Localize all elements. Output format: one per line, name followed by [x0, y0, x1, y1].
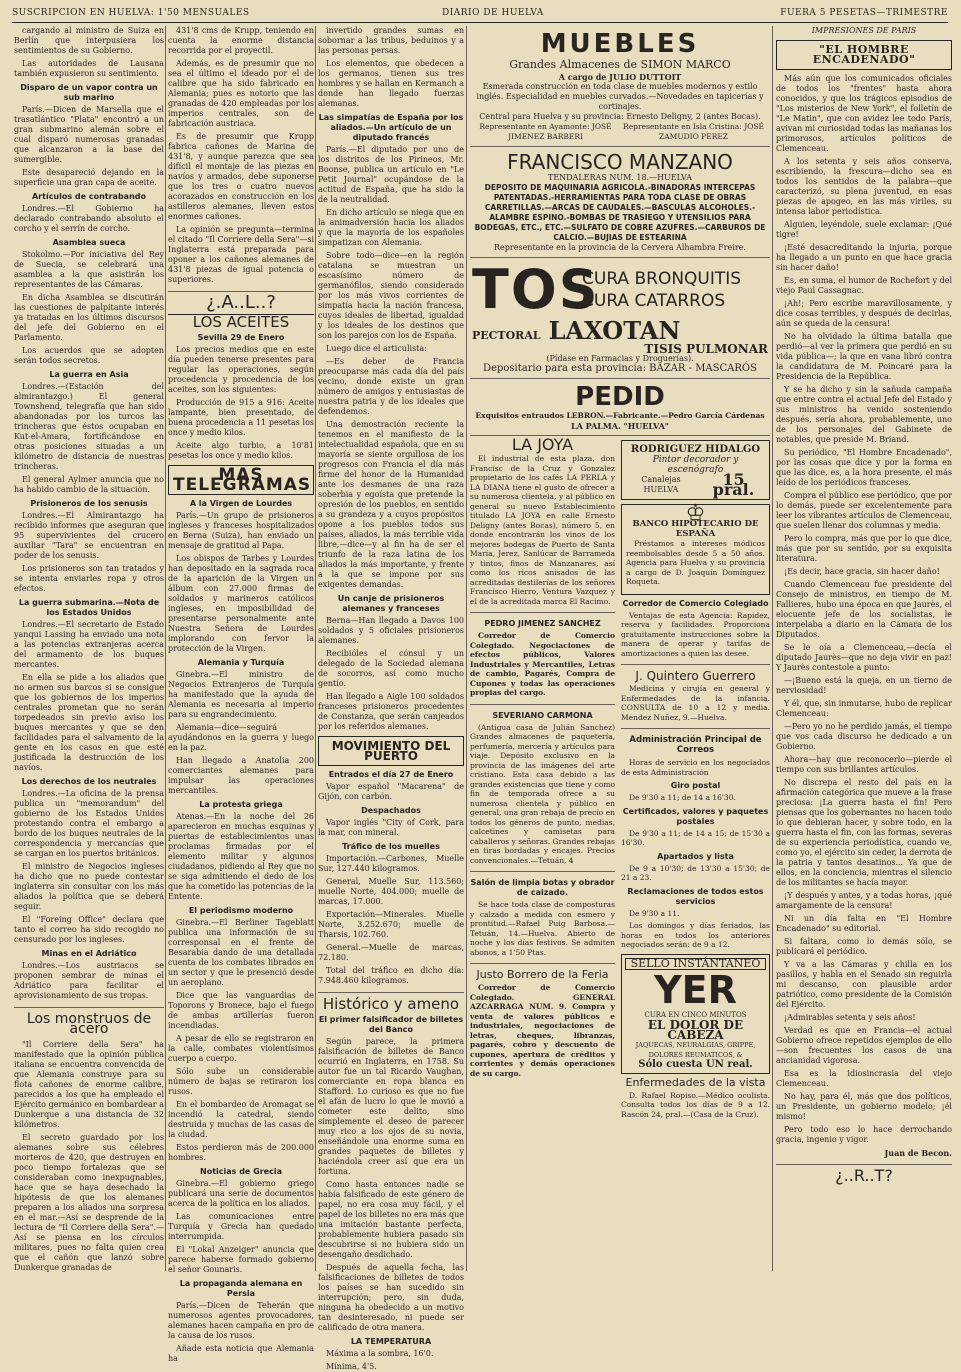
- article-paragraph: Ginebra.—El Berliner Tageblatt publica una información de su corresponsal en el frente de Besarabia dando de una detallada cuenta de los combates librados en un sector y que le presenció desde un aeroplano.: [168, 918, 314, 987]
- article-paragraph: Máxima a la sombra, 16'0.: [326, 1349, 434, 1358]
- article-paragraph: Londres.—El secretario de Estado yanqui Lassing ha enviado una nota a las potencias extranjeras acerca del armamento de los buques mercantes.: [14, 620, 164, 669]
- article-paragraph: En dicho artículo se niega que en la animadversión hacia los aliados y que la mayoría de los españoles simpatizan con Alemania.: [318, 208, 464, 247]
- article-paragraph: En el bombardeo de Aromagat se incendió la catedral, siendo destruida y muchas de las casas de la ciudad.: [168, 1100, 314, 1139]
- section-divider: [318, 992, 464, 993]
- ad-line: Sólo cuesta UN real.: [638, 1058, 753, 1070]
- article-paragraph: Según parece, la primera falsificación de billetes de Banco ocurrió en Inglaterra, en 1758. Su autor fue un tal Ricardo Vaughan, comerciante en ropa blanca en Stafford. Lo curioso es que no fue el afán de lucro lo que le movió a cometer este delito, sino simplemente el deseo de parecer muy rico a los ojos de su novia, enseñándole una enorme suma en grandes paquetes de billetes y haciéndola creer así que era un fortuna.: [318, 1037, 464, 1176]
- ad-line: Pintor decorador y escenógrafo: [652, 455, 739, 475]
- section-divider: [470, 612, 615, 613]
- article-paragraph: Producción de 915 a 916: Aceite lampante, bien presentado, de buena procedencia a 11 pesetas los once y medio kilos.: [168, 398, 314, 437]
- article-paragraph: Han llegado a Anatolia 200 comerciantes alemanes para impulsar las operaciones mercantiles.: [168, 756, 314, 795]
- ad-title: Justo Borrero de la Feria: [476, 968, 609, 981]
- news-heading: Noticias de Grecia: [200, 1167, 282, 1176]
- article-paragraph: En dicha Asamblea se discutirán las cuestiones de palpitante interés ya tratadas en los últimos discursos del jefe del Gobierno en el Parlamento.: [14, 293, 164, 342]
- ad-text: Los domingos y días feriados, las horas en todos los anteriores negociados serán: de 9 a 12.: [621, 921, 770, 949]
- masthead-bar: [12, 8, 948, 23]
- ad-title: FRANCISCO MANZANO: [507, 150, 733, 174]
- article-paragraph: Berna—Han llegado a Davos 100 soldados y 5 oficiales prisioneros alemanes.: [318, 616, 464, 645]
- ad-title: TOS: [472, 258, 600, 321]
- column-rule: [466, 26, 467, 1271]
- article-paragraph: ¡Ah!; Pero escribe maravillosamente, y dice cosas terribles, y después de decirlas, aún se queda de la censura!: [776, 299, 952, 328]
- article-paragraph: Vapor español "Macarena" de Gijón, con carbón.: [318, 782, 464, 801]
- section-divider: [14, 1007, 164, 1008]
- article-paragraph: Pero lo compra, más que por lo que dice, más que por su sentido, por su exquisita literatura.: [776, 534, 952, 563]
- news-heading: La protesta griega: [199, 800, 283, 809]
- ad-title: SELLO INSTÁNTANEO: [625, 958, 766, 970]
- column-rule: [772, 26, 773, 1271]
- ad-line: Depositario para esta provincia: BAZAR - MASCARÓS: [483, 363, 757, 374]
- column-2: [168, 26, 314, 1363]
- section-divider: [621, 664, 770, 665]
- masthead-price: FUERA 5 PESETAS—TRIMESTRE: [780, 8, 948, 18]
- ad-text: Horas de servicio en los negociados de esta Administración: [621, 758, 770, 777]
- article-paragraph: Londres.—El Gobierno ha declarado contrabando absoluto el corcho y el serrín de corcho.: [14, 204, 164, 233]
- ad-line: A cargo de JULIO DUTTOIT: [558, 72, 682, 82]
- ad-title: RODRIGUEZ HIDALGO: [630, 444, 761, 455]
- section-divider: [470, 871, 615, 872]
- section-title-telegramas: MAS TELEGRAMAS: [168, 465, 314, 495]
- article-paragraph: Aceite algo turbio, a 10'81 pesetas los once y medio kilos.: [168, 441, 314, 460]
- article-paragraph: General, Muelle Sur, 113.560; muelle Norte, 404.000; muelle de marcas, 17.000.: [318, 877, 464, 906]
- news-heading: Un canje de prisioneros alemanes y franceses: [337, 594, 445, 613]
- section-divider: [776, 1164, 952, 1165]
- article-paragraph: El "Foreing Office" declara que tanto el correo ha sido recogido no censurado por los ingleses.: [14, 915, 164, 944]
- ad-subtitle: Giro postal: [670, 781, 721, 790]
- article-paragraph: Vapor inglés "City of Cork, para la mar, con mineral.: [318, 818, 464, 837]
- article-paragraph: En ella se pide a los aliados que no armen sus barcos si se consigue que los gobiernos de los imperios centrales prometan que no serán torpedeados sin previo aviso los buques mercantes y que se den facilidades para el salvamento de la gente en los casos en que esté justificada la destrucción de los navíos.: [14, 673, 164, 772]
- advertisements-area: [470, 26, 770, 1271]
- article-paragraph: Y él, que, sin inmutarse, hubo de replicar Clemenceau:: [776, 699, 952, 718]
- article-paragraph: París.—Un grupo de prisioneros ingleses y franceses hospitalizados en Berna (Suiza), han enviado un mensaje de gratitud al Papa.: [168, 511, 314, 550]
- article-paragraph: Sólo sube un considerable número de bajas se retiraron los rusos.: [168, 1067, 314, 1096]
- ad-text: Préstamos a intereses módicos reembolsables desde 5 a 50 años. Agencia para Huelva y su provincia a cargo de D. Joaquín Domínguez Roqueta.: [626, 539, 765, 586]
- ad-brand: YER: [654, 967, 737, 1012]
- article-paragraph: Atenas.—En la noche del 26 aparecieron en muchas esquinas y puertas de establecimientos unas proclamas firmadas por el elemento militar y algunos ciudadanos, pidiendo al Rey que no se siga admitiendo el dedo de los que ha cometido las potencias de la Entente.: [168, 812, 314, 901]
- article-paragraph: ¡Es decir, hace gracia, sin hacer daño!: [784, 567, 940, 576]
- ad-line: JAQUECAS, NEURALGIAS, GRIPPE, DOLORES REUMATICOS, &: [635, 1040, 756, 1059]
- article-paragraph: Total del tráfico en dicho día: 7.948.460 kilogramos.: [318, 966, 464, 985]
- article-paragraph: Esa es la idiosincrasia del viejo Clemenceau.: [776, 1069, 952, 1088]
- article-paragraph: No ha olvidado la última batalla que perdió—al ver la primera que perdió en su vida pública—; la que en vana libró contra la candidatura de M. Poincaré para la Presidencia de la República.: [776, 332, 952, 381]
- news-heading: Entrados el día 27 de Enero: [328, 770, 454, 779]
- article-paragraph: Más aún que los comunicados oficiales de todos los "frentes" hasta ahora conocidos, y que los trágicos episodios de "Los misterios de New York", el folletín de "Le Matin", que con avidez lee todo París, avivan mi curiosidad todas las mañanas los primorosos, artículos políticos de Clemenceau.: [776, 74, 952, 153]
- article-paragraph: Importación.—Carbones, Muelle Sur, 127.440 kilogramos.: [318, 854, 464, 873]
- article-signature: Juan de Becon.: [884, 1148, 952, 1158]
- section-divider: [470, 704, 615, 705]
- ad-line: TENDALERAS NUM. 18.—HUELVA: [547, 173, 693, 182]
- article-paragraph: Además, es de presumir que no sea el último el ideado por el de calibre que ha sido fabricado en Alemania; pues es notorio que las granadas de 420 empleadas por los imperios centrales, son de fabricación austriaca.: [168, 59, 314, 128]
- section-title-historico: Histórico y ameno: [322, 995, 460, 1013]
- ad-tos: [470, 258, 770, 379]
- ad-line: Representante en la provincia de la Cervera Alhambra Freire.: [494, 243, 746, 252]
- article-paragraph: Londres.—La oficina de la prensa publica un "memorandum" del gobierno de los Estados Unidos protestando contra el embargo a bordo de los buques neutrales de la correspondencia y mercancías que se cargan en los puertos británicos.: [14, 789, 164, 858]
- article-paragraph: Dice que las vanguardias de Toporons y Bronece, bajo el fuego de ambas artillerías fueron incendiadas.: [168, 991, 314, 1030]
- ad-line: TISIS PULMONAR: [644, 342, 768, 356]
- news-heading: A la Virgen de Lourdes: [189, 499, 293, 508]
- section-title-rt: ¿..R..T?: [835, 1166, 893, 1185]
- ad-banco: [621, 501, 770, 595]
- ad-title: BANCO HIPOTECARIO DE ESPAÑA: [632, 519, 759, 539]
- ad-text: De 9'30 a 11; de 14 a 15; de 15'30 a 16'30.: [621, 828, 770, 847]
- ad-text: Ventajas de esta Agencia: Rapidez, reserva y facilidades. Proporciona gratuitamente instrucciones sobre la manera de operar y tarifas de amortizaciones a quien las desee.: [621, 610, 770, 658]
- article-paragraph: Londres.—El Almirantazgo ha recibido informes que aseguran que 95 supervivientes del crucero auxiliar "Tara" se encuentran en poder de los senusis.: [14, 511, 164, 560]
- ad-text: Medicina y cirujía en general y Enfermedades de la infancia. CONSULTA de 10 a 12 y media. Mendez Nuñez, 9.—Huelva.: [621, 684, 770, 722]
- article-paragraph: Londres.—Los austriacos se proponen sembrar de minas el Adriático para facilitar el aprovisionamiento de sus tropas.: [14, 961, 164, 1000]
- ad-price: 15 pral.: [712, 470, 755, 499]
- article-paragraph: ¡Esté desacreditando la injuria, porque ha llegado a un punto en que hace gracia sin hacer daño!: [776, 243, 952, 272]
- ad-sello-yer: [621, 954, 770, 1074]
- article-paragraph: Han llegado a Aigle 100 soldados franceses prisioneros procedentes de Constanza, que serán canjeados por los referidos alemanes.: [318, 692, 464, 731]
- article-paragraph: Ginebra.—El ministro de Negocios Extranjeros de Turquía ha manifestado que la ayuda de Alemania es necesaria al imperio para su engrandecimiento.: [168, 670, 314, 719]
- ad-line: Esmerada construcción en toda clase de muebles modernos y estilo inglés. Especialidad en muebles curvados.—Novedades en tapicerías y cortinajes.: [476, 82, 764, 111]
- article-title: Los monstruos de acero: [26, 1011, 152, 1037]
- article-paragraph: Cuando Clemenceau fue presidente del Consejo de ministros, en tiempo de M. Fallieres, hubo una época en que Jaurès, el elocuente jefe de los socialistas, le interpelaba a diario en la Cámara de los Diputados.: [776, 580, 952, 639]
- article-paragraph: El secreto guardado por los alemanes sobre sus célebres morteros de 420, que destruyen en poco tiempo fortalezas que se consideraban como inexpugnables, hace que se haya desechado la hipótesis de que los alemanes preparen a los aliados una sorpresa en el mar.—Así se desprende de la lectura de "Il Corriere della Sera".—Así se piensa en los círculos militares, pues no falta quien crea que el cañón que lanzó sobre Dunkerque granadas de: [14, 1133, 164, 1272]
- news-heading: La guerra en Asia: [49, 370, 129, 379]
- ad-title: PEDRO JIMENEZ SANCHEZ: [484, 619, 601, 628]
- ad-line: EL DOLOR DE CABEZA: [647, 1017, 744, 1042]
- coat-of-arms-icon: ♔: [685, 501, 706, 526]
- ad-title: SEVERIANO CARMONA: [492, 710, 593, 720]
- ad-text: (Antigua casa de Julián Sanchez) Grandes almacenes de paquetería, perfumería, mercería y artículos para viaje. Depósito exclusivo en la provincia de las imágenes del arte cristiano. Esta casa debido a las grandes existencias que tiene y como fin de temporada ofrece a su numerosa clientela y público en general, una gran rebaja de precio en todos los géneros de punto, medias, calcetines y camisetas para caballeros y señoras. Grandes rebajas en tiras bordadas y encajes. Precios convencionales.—Tetuán, 4: [470, 722, 615, 865]
- ad-subtitle: Reclamaciones de todos estos servicios: [627, 886, 764, 906]
- news-heading: Alemania y Turquía: [197, 658, 285, 667]
- article-paragraph: invertido grandes sumas en sobornar a las tribus, beduinos y a las personas persas.: [318, 26, 464, 55]
- article-paragraph: No discrepa el resto del país en la afirmación categórica que mueve a la frase preciosa: ¡La guerra hasta el fin! Pero piensas que los gobernantes no hacen todo lo que debieran hacer, y sobre todo, en la guerra hasta el fin, con las formas, severas de su experiencia periodística, cuando ve, como yo, el ejército sin ceder, la derrota de la patria y tantos desatinos... Ya que de ellos, en la conciencia, mientras el silencio de los militantes se hacía mayor.: [776, 778, 952, 887]
- article-paragraph: Su periódico, "El Hombre Encadenado", por las cosas que dice y por la forma en que las dice, es, a la hora presente, el más leído de los periódicos franceses.: [776, 448, 952, 487]
- ad-line: Exquisitos entraudos LEBRON.—Fabricante.—Pedro García Cárdenas: [475, 411, 765, 420]
- article-paragraph: Exportación—Minerales. Muelle Norte, 3.252.670; muelle de Tharsis, 102.760.: [318, 910, 464, 939]
- ad-title: Corredor de Comercio Colegiado: [622, 598, 769, 608]
- article-paragraph: Después de aquella fecha, las falsificaciones de billetes de todos los países se han sucedido sin interrupción; pero, sin duda, ninguna ha obedecido a un motivo tan desinteresado, ni puede ser calificado de otra manera.: [318, 1263, 464, 1332]
- section-divider: [621, 728, 770, 729]
- article-paragraph: Pero todo eso lo hace derrochando gracia, ingenio y vigor.: [776, 1125, 952, 1144]
- article-paragraph: Londres.—(Estación del almirantazgo.) El general Townshend, telegrafía que han sido abandonadas por los turcos las trincheras que éstos ocupaban en Kut-el-Amara, fortificándose en otras posiciones situadas a un kilómetro de distancia de nuestras trincheras.: [14, 382, 164, 471]
- news-heading: Prisioneros de los senusis: [30, 499, 148, 508]
- article-paragraph: Las autoridades de Lausana también expusieron su sentimiento.: [14, 59, 164, 78]
- news-heading: El primer falsificador de billetes del Banco: [318, 1015, 464, 1034]
- ad-text: Corredor de Comercio Colegiado. GENERAL AZCARRAGA NUM. 9. Compra y venta de valores públicos e industriales, negociaciones de letras, cheques, libranzas, pagarés, cobro y descuento de cupones, apertura de créditos y corrientes y demás operaciones de su cargo.: [470, 983, 615, 1078]
- news-heading: Despachados: [361, 806, 421, 815]
- ad-title: Salón de limpia botas y obrador de calzado.: [470, 878, 615, 897]
- article-paragraph: Ahora—hay que reconocerlo—pierde el tiempo con sus brillantes artículos.: [776, 755, 952, 774]
- article-paragraph: Luego dice el articulista:: [326, 344, 427, 353]
- masthead-title: DIARIO DE HUELVA: [442, 8, 544, 18]
- article-paragraph: —Pero yo no he perdido jamás, el tiempo que vos cada discurso he dedicado a un Gobierno.: [776, 722, 952, 751]
- article-paragraph: La opinión se pregunta—termina el citado "Il Corriere della Sera"—si Inglaterra está preparada para oponer a los cañones alemanes de 431'8 piezas de igual potencia o superiores.: [168, 225, 314, 284]
- article-paragraph: A los setenta y seis años conserva, escribiendo, la frescura—dicho sea en todos los sentidos de la palabra—que caracterizó, su plena juventud, en esas piezas de apogeo, en las más viriles, su intensa labor periodística.: [776, 157, 952, 216]
- ad-line: Representante en Ayamonte: JOSÉ JIMENEZ BARBERI: [479, 122, 612, 141]
- ad-line: (Pídase en Farmacias y Droguerías).: [546, 354, 694, 363]
- ad-line: CURA EN CINCO MINUTOS: [644, 1010, 747, 1019]
- ad-title: Enfermedades de la vista: [625, 1075, 766, 1089]
- section-title-aceites: LOS ACEITES: [168, 314, 314, 327]
- article-paragraph: Se le oía a Clemenceau,—decía el diputado Jaurès—que no deja vivir en paz! Y Jaurès contestole a punto:: [776, 643, 952, 672]
- article-paragraph: No hay, para él, más que dos políticos, un Presidente, un gobierno modelo; ¡él mismo!: [776, 1092, 952, 1121]
- article-paragraph: París.—Dicen de Marsella que el trasatlántico "Plata" encontró a un gran submarino alemán sobre el cual disparó numerosas granadas que alcanzaron a la base del sumergible.: [14, 105, 164, 164]
- article-paragraph: París.—Dicen de Teherán que numerosos agentes provocadores, alemanes hacen campaña en pro de la causa de los rusos.: [168, 1301, 314, 1340]
- article-paragraph: Los prisioneros son tan tratados y se intenta enviarles ropa y otros efectos.: [14, 564, 164, 593]
- masthead-subscription: SUSCRIPCION EN HUELVA: 1'50 MENSUALES: [12, 8, 250, 18]
- article-paragraph: París.—El diputado por uno de los distritos de los Pirineos, Mr. Boonse, publica un artículo en "Le Petit Journal" ocupándose de la actitud de España, que ha sido la de la neutralidad.: [318, 145, 464, 204]
- article-paragraph: Los precios medios que en este día pueden tenerse presentes para regular las operaciones, según procedencia y procedencia de los aceites, son los siguientes:: [168, 345, 314, 394]
- column-rule: [165, 26, 166, 1271]
- news-heading: La propaganda alemana en Persia: [179, 1279, 303, 1298]
- article-paragraph: Sobre todo—dice—en la región catalana se muestran un escasísimo número de germanófilos, siendo considerado por los más vivos corrientes de simpatía hacia la nación francesa, cuyos ideales de libertad, igualdad y los ideales de los destinos que son los parejos con los de España.: [318, 251, 464, 340]
- ad-title: Administración Principal de Correos: [629, 735, 762, 755]
- article-title: "EL HOMBRE ENCADENADO": [776, 40, 952, 70]
- section-divider: [470, 963, 615, 964]
- ad-muebles: [470, 26, 770, 147]
- article-kicker: IMPRESIONES DE PARIS: [811, 26, 917, 35]
- article-paragraph: El ministro de Negocios ingleses ha dicho que no puede contestar inglaterra sin consultar con los más aliados la política que se deberá seguir.: [14, 862, 164, 911]
- news-heading: Disparo de un vapor contra un sub marino: [20, 83, 158, 102]
- ad-title: MUEBLES: [540, 29, 700, 59]
- ad-line: CURA BRONQUITIS: [582, 269, 742, 289]
- article-paragraph: cargando al ministro de Suiza en Berlín que interpusiera los sentimientos de su Gobierno.: [14, 26, 164, 55]
- article-paragraph: —Es deber de Francia preocuparse más cada día del país vecino, donde existe un gran número de amigos y entusiastas de nuestra patria y de los ideales que defendemos.: [318, 357, 464, 416]
- article-paragraph: Alemania—dice—seguirá ayudándonos en la guerra y luego en la paz.: [168, 723, 314, 752]
- article-paragraph: Y se ha dicho y sin la sañuda campaña que entre contra el actual Jefe del Estado y sus ministros ha venido sosteniendo después, sería ahora, probablemente, uno de los personajes del Gabinete de notables, que preside M. Briand.: [776, 385, 952, 444]
- article-paragraph: Es, en suma, el humor de Rochefort y del viejo Paul Cassagnac.: [776, 276, 952, 295]
- article-paragraph: Añade esta noticia que Alemania ha: [168, 1344, 314, 1363]
- article-paragraph: Este desapareció dejando en la superficie una gran capa de aceite.: [14, 168, 164, 187]
- news-heading: Asamblea sueca: [52, 238, 126, 247]
- news-heading: La guerra submarina.—Nota de los Estados Unidos: [18, 598, 160, 617]
- article-paragraph: 431'8 cms de Krupp, teniendo en cuenta la enorme distancia recorrida por el proyectil.: [168, 26, 314, 55]
- library-stamp-watermark: [648, 1182, 948, 1252]
- column-rule: [315, 26, 316, 1271]
- ad-line: Grandes Almacenes de SIMON MARCO: [509, 58, 731, 71]
- news-heading: Minas en el Adriático: [41, 949, 137, 958]
- column-1: [14, 26, 164, 1271]
- ad-text: El industrial de esta plaza, don Francisc de la Cruz y Gonzalez propietario de los cafés LA PERLA y LA DIANA tiene el gusto de ofrecer a su numerosa clientela, y al público en general su nuevo Establecimiento titulado LA JOYA en calle Ernesto Deligny (antes Bocas), número 5, en donde encontrarán los vinos de los mejores bodegas de Puerto de Santa María, Jerez, Sanlúcar de Barrameda y tintos, finos de Manzanares, así como los ricos anisados de las acreditadas destilerías de los señores Francisco Hierro, Ventura Vazquez y el de la acreditada marca El Racimo.: [470, 454, 615, 606]
- ad-line: Canalejas HUELVA: [641, 475, 681, 494]
- ad-text: Corredor de Comercio Colegiado. Negociaciones de efectos públicos, Valores Industriales y Mercantiles, Letras de cambio, Pagarés, Compra de Cupones y todas las operaciones propias del cargo.: [470, 631, 615, 697]
- ad-title: J. Quintero Guerrero: [635, 669, 756, 683]
- article-paragraph: A pesar de ello se registraron en la calle, combates violentísimos cuerpo a cuerpo.: [168, 1034, 314, 1063]
- ad-pedid: [470, 379, 770, 436]
- ad-line: CURA CATARROS: [582, 291, 726, 311]
- article-paragraph: Y va a las Cámaras y chilla en los pasillos, y habla en el Senado sin reguirla mi descanso, con plausible ardor patriótico, como presidente de la Comisión del Ejército.: [776, 960, 952, 1009]
- article-paragraph: Si faltara, como lo demás sólo, se publicará el periódico.: [776, 937, 952, 956]
- news-heading: Sevilla 29 de Enero: [197, 333, 285, 342]
- section-title-als: ¿.A..L..?: [206, 292, 276, 313]
- section-title-puerto: MOVIMIENTO DEL PUERTO: [318, 736, 464, 766]
- ad-text: De 9 a 10'30; de 13'30 a 15'30; de 21 a 23.: [621, 863, 770, 882]
- ad-line: LAXOTAN: [548, 316, 681, 345]
- article-paragraph: Como hasta entonces nadie se había falsificado de este género de papel, no era cosa muy fácil, y el papel de los billetes no era más que una imitación bastante perfecta, probablemente hubiera pasado sin descubrirse si no hubiera sido un desengaño desdichado.: [318, 1180, 464, 1259]
- ad-text: Se hace toda clase de composturas y calzado a medida con esmero y prontitud.—Rafael Puig Barbosa.—Tetuán, 14.—Huelva. Abierto de noche y los días festivos. Se admiten abonos, a 1'50 Ptas.: [470, 900, 615, 957]
- article-paragraph: El general Aylmer anuncia que no ha habido cambio de la situación.: [14, 475, 164, 494]
- article-paragraph: Stokolmo.—Por iniciativa del Rey de Suecia, se celebrará una asamblea a la que asistirán los representantes de las Cámaras.: [14, 250, 164, 289]
- ad-line: LA PALMA. "HUELVA": [571, 421, 669, 431]
- ad-text: D. Rafael Ropiso.—Médico oculista. Consulta todos los días de 9 a 12. Rascón 24, pral.—(Casa de la Cruz).: [621, 1090, 770, 1119]
- column-3: [318, 26, 464, 1371]
- article-paragraph: Compra el público ese periódico, que por lo demás, puede ser excelentemente para leer los vibrantes artículos de Clemenceau, que suelen llenar dos columnas y media.: [776, 491, 952, 530]
- ad-line: Central para Huelva y su provincia: Ernesto Deligny, 2 (antes Bocas).: [479, 112, 761, 121]
- ad-line: PECTORAL: [472, 329, 541, 342]
- article-paragraph: El "Lokal Anzeiger" anuncia que parece haberse formado gobierno el señor Gounaris.: [168, 1245, 314, 1274]
- column-6: [776, 26, 952, 1271]
- ad-subtitle: Apartados y lista: [657, 851, 734, 861]
- ad-line: Representante en Isla Cristina: JOSÉ ZAMUDIO PEREZ: [623, 122, 764, 141]
- news-heading: LA TEMPERATURA: [350, 1337, 432, 1346]
- article-paragraph: ¡Admirables setenta y seis años!: [784, 1013, 916, 1022]
- article-paragraph: Los obispos de Tarbes y Lourdes han depositado en la sagrada roca de la aparición de la Virgen un álbum con 27.000 firmas de soldados y marineros católicos ingleses, en imposibilidad de presentarse personalmente ante Nuestra Señora de Lourdes implorando con fervor la protección de la Virgen.: [168, 554, 314, 653]
- article-paragraph: Los acuerdos que se adopten serán todos secretos.: [14, 346, 164, 365]
- news-heading: Tráfico de los muelles: [342, 842, 440, 851]
- article-paragraph: Recibióles el cónsul y un delegado de la Sociedad alemana de socorros, así como mucho gentío.: [318, 649, 464, 688]
- ad-text: De 9'30 a 11.: [629, 908, 680, 918]
- article-paragraph: Verdad es que en Francia—el actual Gobierno ofrece repetidos ejemplos de ello—son frecuentes los casos de una ancianidad vigorosa.: [776, 1026, 952, 1065]
- article-paragraph: Las comunicaciones entre Turquía y Grecia han quedado interrumpida.: [168, 1212, 314, 1241]
- ad-rodriguez: [621, 440, 770, 500]
- ad-subtitle: Certificados, valores y paquetes postales: [622, 806, 769, 826]
- ad-line: DEPOSITO DE MAQUINARIA AGRICOLA.-BINADORAS INTERCEPAS PATENTADAS.-HERRAMIENTAS PARA TODA CLASE DE OBRAS CARRETILLAS.—ARCAS DE CAUDALES.—BASCULAS ALCOHOLES.-ALAMBRE ESPINO.-BOMBAS DE TRASIEGO Y UTENSILIOS PARA BODEGAS, ETC., ETC.—SULFATO DE COBRE AZUFRES.—CARBUROS DE CALCIO.—BUJIAS DE ESTEARINA: [474, 183, 766, 242]
- article-paragraph: Ginebra.—El gobierno griego publicará una serie de documentos acerca de la política en los aliados.: [168, 1179, 314, 1208]
- ad-title: PEDID: [575, 382, 665, 412]
- article-paragraph: ¡Y después y antes, y a todas horas, ¡qué amargamente de la censura!: [776, 891, 952, 910]
- ad-manzano: [470, 147, 770, 258]
- article-paragraph: General.—Muelle de marcas, 72.180.: [318, 943, 464, 962]
- ad-text: De 9'30 a 11; de 14 a 16'30.: [629, 793, 736, 802]
- article-paragraph: Mínima, 4'5.: [326, 1362, 377, 1371]
- ad-title: LA JOYA: [511, 435, 574, 454]
- news-heading: El periodismo moderno: [188, 906, 294, 915]
- article-paragraph: Ni un día falta en "El Hombre Encadenado" su editorial.: [776, 914, 952, 933]
- article-paragraph: "Il Corriere della Sera" ha manifestado que la opinión pública italiana se encuentra convencida de que Alemania construye para su flota cañones de enorme calibre, parecidos a los que ha empleado el Ejército germánico en bombardear a Dunkerque a una distancia de 32 kilómetros.: [14, 1040, 164, 1129]
- news-heading: Artículos de contrabando: [31, 192, 146, 201]
- news-heading: Los derechos de los neutrales: [21, 777, 157, 786]
- article-paragraph: Una demostración reciente la tenemos en el manifiesto de la intelectualidad española, que en su mayoría se siente orgullosa de los progresos con Francia el día más firme del honor de la Humanidad ante los desmanes de una raza soberbia y egoísta que pretende la opresión de los pueblos, en sentido a su grandeza y a cuyos propósitos opone a los pueblos todos sus países, aliados, la más terrible vida libre,—dice—y al fin ha de ser el triunfo de la raza latina de los aliados la más importante, y frente a la que se impone por sus exigentes demandas.: [318, 420, 464, 589]
- article-paragraph: Es de presumir que Krupp fabrica cañones de Marina de 431'8, y aunque parezca que sea difícil el montaje de las piezas en navíos y armados, debe suponerse que los tres o cuatro nuevos acorazados en construcción en los astilleros alemanes, lleven estos enormes cañones.: [168, 132, 314, 221]
- article-paragraph: Estos perdieron más de 200.000 hombres.: [168, 1143, 314, 1162]
- article-paragraph: Los elementos, que obedecen a los germanos, tienen sus tres hombres y se hallan en Kermanch a donde han llegado fuerzas alemanas.: [318, 59, 464, 108]
- article-paragraph: —¡Bueno está la queja, en un tierno de nerviosidad!: [776, 676, 952, 695]
- news-heading: Las simpatías de España por los aliados.—Un artículo de un diputado francés: [318, 113, 464, 142]
- article-paragraph: Alguien, leyéndole, suele exclamar: ¡Qué tigre!: [776, 220, 952, 239]
